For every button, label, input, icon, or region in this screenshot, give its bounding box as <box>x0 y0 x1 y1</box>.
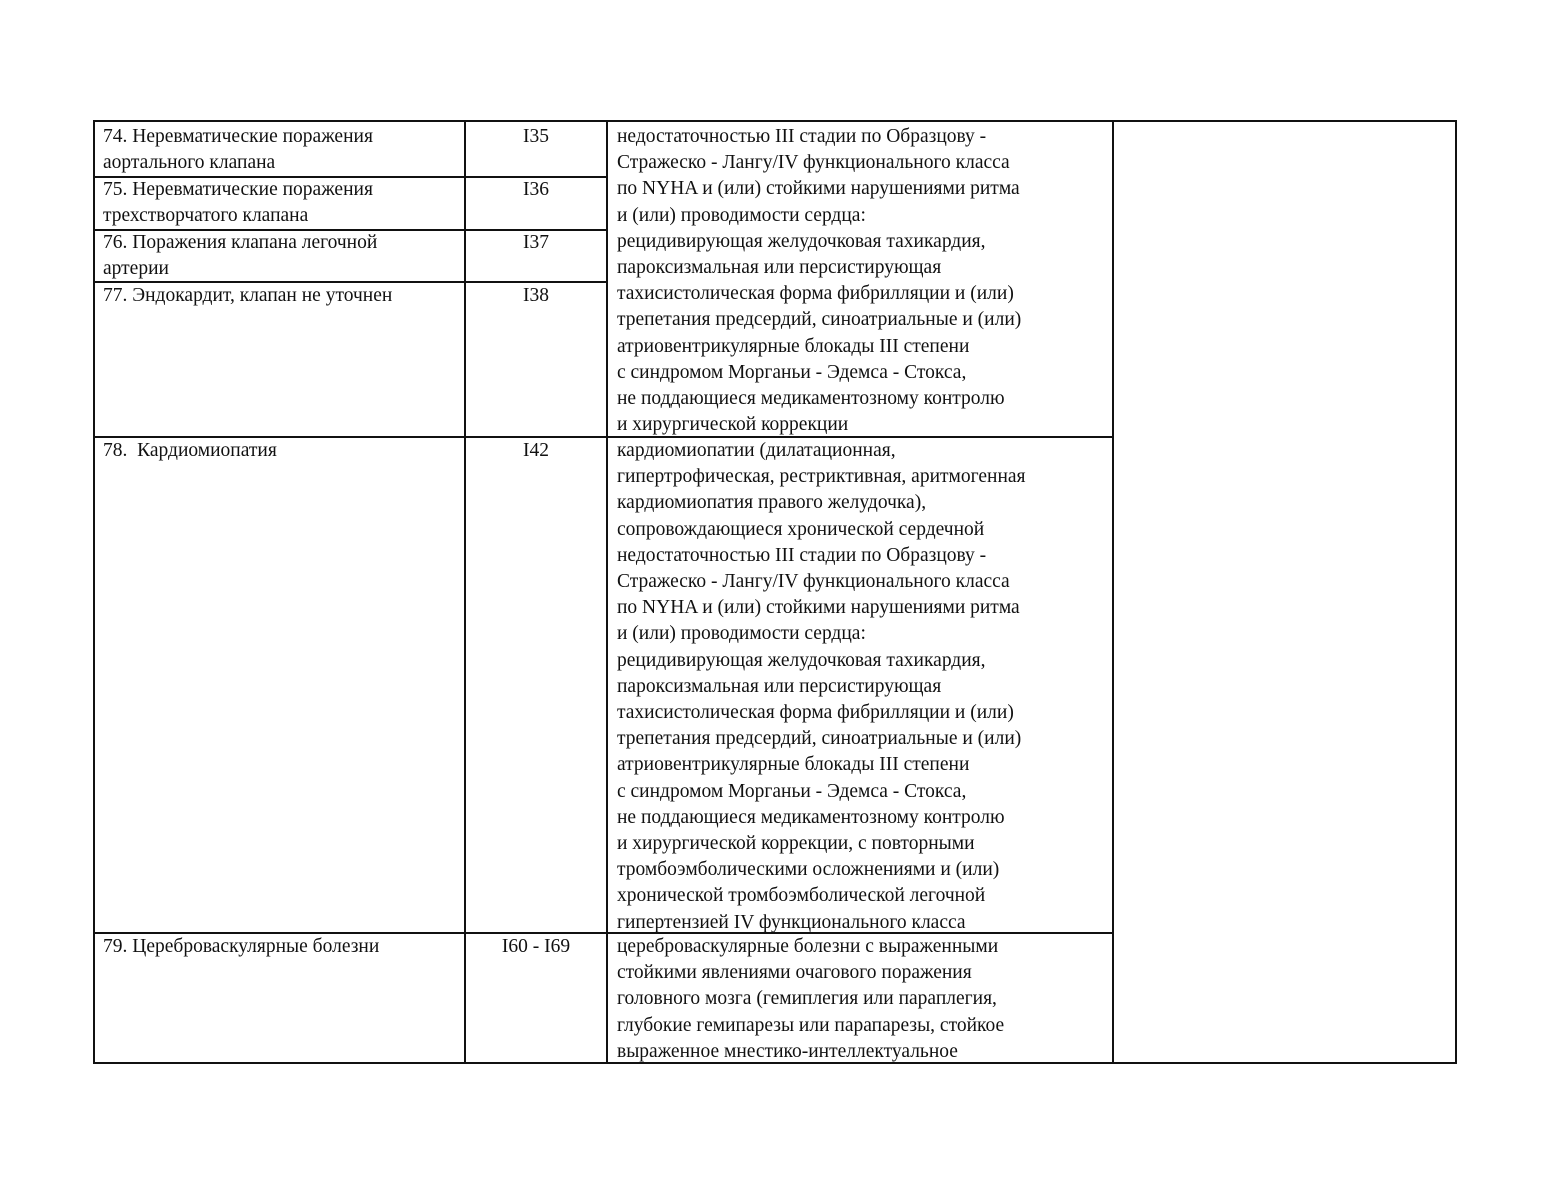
description-line: и хирургической коррекции, с повторными <box>617 833 975 855</box>
disease-name-76 <box>103 230 458 282</box>
description-line: по NYHA и (или) стойкими нарушениями ритма <box>617 178 1020 200</box>
disease-table <box>93 120 1457 1064</box>
description-line: тахисистолическая форма фибрилляции и (или) <box>617 283 1014 305</box>
description-line: выраженное мнестико-интеллектуальное <box>617 1040 958 1062</box>
disease-name-line: артерии <box>103 258 169 280</box>
description-line: атриовентрикулярные блокады III степени <box>617 754 970 776</box>
description-line: цереброваскулярные болезни с выраженными <box>617 936 999 957</box>
description-line: трепетания предсердий, синоатриальные и (или) <box>617 309 1022 331</box>
description-line: Стражеско - Лангу/IV функционального класса <box>617 152 1010 174</box>
description-line: трепетания предсердий, синоатриальные и (или) <box>617 728 1022 750</box>
disease-name-line: 74. Неревматические поражения <box>103 126 373 147</box>
description-line: не поддающиеся медикаментозному контролю <box>617 388 1005 410</box>
table-border-top <box>93 120 1457 122</box>
description-line: с синдромом Морганьи - Эдемса - Стокса, <box>617 361 967 383</box>
icd-code-74: I35 <box>523 126 549 147</box>
description-line: пароксизмальная или персистирующая <box>617 675 942 697</box>
description-line: атриовентрикулярные блокады III степени <box>617 335 970 357</box>
description-line: хронической тромбоэмболической легочной <box>617 885 986 907</box>
description-line: стойкими явлениями очагового поражения <box>617 962 972 984</box>
column-divider-3 <box>1112 120 1114 1064</box>
description-line: гипертензией IV функционального класса <box>617 911 966 933</box>
description-line: тахисистолическая форма фибрилляции и (или) <box>617 702 1014 724</box>
description-line: глубокие гемипарезы или парапарезы, стойкое <box>617 1014 1005 1036</box>
icd-code-77: I38 <box>523 285 549 306</box>
disease-name-line: 76. Поражения клапана легочной <box>103 232 378 253</box>
description-line: кардиомиопатии (дилатационная, <box>617 440 896 461</box>
description-line: недостаточностью III стадии по Образцову - <box>617 126 987 147</box>
description-group-74-77 <box>617 124 1107 438</box>
disease-name-74 <box>103 124 458 176</box>
icd-code-75: I36 <box>523 179 549 200</box>
table-border-right <box>1455 120 1457 1064</box>
description-line: сопровождающиеся хронической сердечной <box>617 518 985 540</box>
description-line: тромбоэмболическими осложнениями и (или) <box>617 859 1000 881</box>
disease-name-78: 78. Кардиомиопатия <box>103 440 277 461</box>
description-line: не поддающиеся медикаментозному контролю <box>617 806 1005 828</box>
disease-name-75 <box>103 177 458 229</box>
disease-name-79: 79. Цереброваскулярные болезни <box>103 936 380 957</box>
icd-code-79: I60 - I69 <box>501 936 571 957</box>
description-line: с синдромом Морганьи - Эдемса - Стокса, <box>617 780 967 802</box>
column-divider-2 <box>606 120 608 1064</box>
description-line: кардиомиопатия правого желудочка), <box>617 492 927 514</box>
description-line: недостаточностью III стадии по Образцову - <box>617 544 987 566</box>
disease-name-77: 77. Эндокардит, клапан не уточнен <box>103 285 393 306</box>
icd-code-76: I37 <box>523 232 549 253</box>
description-line: по NYHA и (или) стойкими нарушениями ритма <box>617 597 1020 619</box>
description-row-78 <box>617 438 1107 936</box>
description-line: Стражеско - Лангу/IV функционального класса <box>617 571 1010 593</box>
table-border-left <box>93 120 95 1064</box>
disease-name-line: трехстворчатого клапана <box>103 205 309 227</box>
icd-code-78: I42 <box>523 440 549 461</box>
disease-name-line: аортального клапана <box>103 152 276 174</box>
description-line: рецидивирующая желудочковая тахикардия, <box>617 230 986 252</box>
description-line: и хирургической коррекции <box>617 414 849 436</box>
column-divider-1 <box>464 120 466 1064</box>
description-line: и (или) проводимости сердца: <box>617 204 866 226</box>
description-line: пароксизмальная или персистирующая <box>617 257 942 279</box>
description-row-79 <box>617 934 1107 1065</box>
disease-name-line: 75. Неревматические поражения <box>103 179 373 200</box>
description-line: головного мозга (гемиплегия или параплегия, <box>617 988 997 1010</box>
description-line: гипертрофическая, рестриктивная, аритмогенная <box>617 466 1026 488</box>
description-line: рецидивирующая желудочковая тахикардия, <box>617 649 986 671</box>
description-line: и (или) проводимости сердца: <box>617 623 866 645</box>
